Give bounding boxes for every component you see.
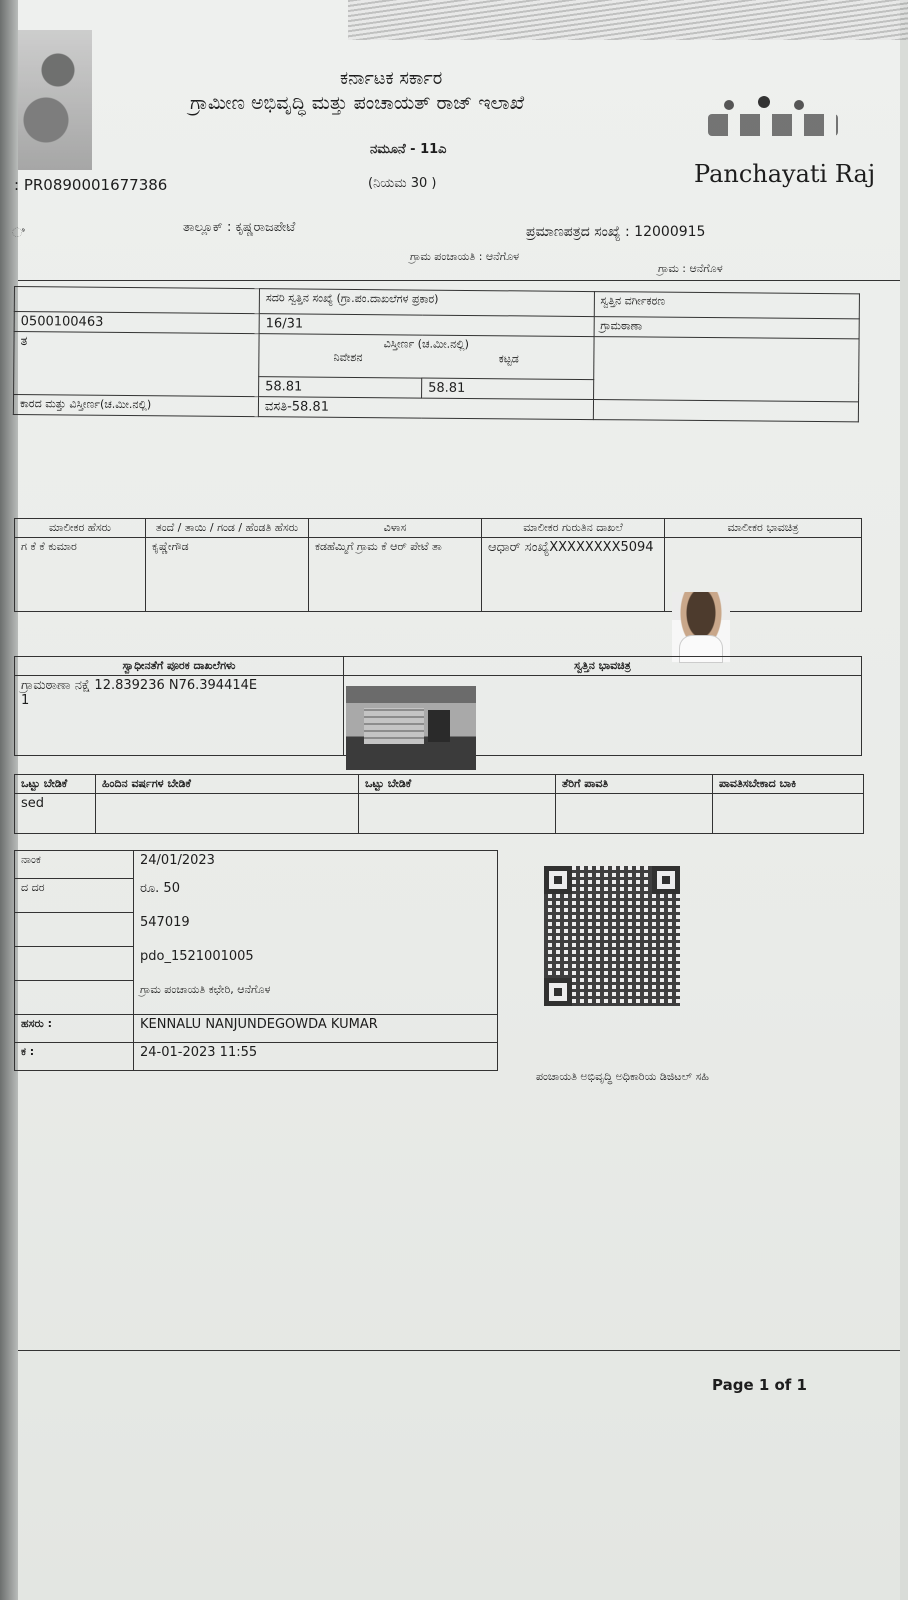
left-marker: ಿ: [12, 226, 25, 241]
prop-no-header: ಸದರಿ ಸ್ವತ್ತಿನ ಸಂಖ್ಯೆ (ಗ್ರಾ.ಪಂ.ದಾಖಲೆಗಳ ಪ್ರಕಾರ): [259, 289, 594, 317]
id-doc-header: ಮಾಲೀಕರ ಗುರುತಿನ ದಾಖಲೆ: [482, 519, 665, 538]
sign-datetime: 24-01-2023 11:55: [134, 1043, 498, 1071]
header-divider: [18, 280, 900, 281]
building-area: 58.81: [422, 378, 594, 399]
possession-docs-header: ಸ್ವಾಧೀನತೆಗೆ ಪೂರಕ ದಾಖಲೆಗಳು: [15, 657, 344, 676]
brand-name: Panchayati Raj: [694, 160, 876, 188]
balance-due-header: ಪಾವತಿಸಬೇಕಾದ ಬಾಕಿ: [713, 775, 864, 794]
gram-panchayat: ಗ್ರಾಮ ಪಂಚಾಯತಿ : ಆನೆಗೊಳ: [410, 250, 520, 263]
left-fragment: ತ: [14, 332, 260, 397]
owner-id-doc: ಆಧಾರ್ ಸಂಖ್ಯೆXXXXXXXX5094: [482, 538, 665, 612]
owner-table: [14, 518, 862, 612]
form-number: ನಮೂನೆ - 11ಎ: [370, 142, 447, 157]
document-page: [12, 0, 900, 1600]
dept-title: ಗ್ರಾಮೀಣ ಅಭಿವೃದ್ಧಿ ಮತ್ತು ಪಂಚಾಯತ್ ರಾಜ್ ಇಲಾಖೆ: [190, 92, 525, 114]
total-label: ಕಾರದ ಮತ್ತು ವಿಸ್ತೀರ್ಣ(ಚ.ಮೀ.ನಲ್ಲಿ): [13, 395, 258, 417]
parent-header: ತಂದೆ / ತಾಯಿ / ಗಂಡ / ಹೆಂಡತಿ ಹೆಸರು: [146, 519, 309, 538]
property-classification: ಗ್ರಾಮಠಾಣಾ: [594, 317, 860, 339]
prior-demand-header: ಹಿಂದಿನ ವರ್ಷಗಳ ಬೇಡಿಕೆ: [96, 775, 359, 794]
rule-number: (ನಿಯಮ 30 ): [368, 176, 437, 191]
possession-docs: [15, 676, 344, 756]
panchayati-raj-logo-icon: [696, 92, 856, 162]
issue-date-label: ನಾಂಕ: [15, 851, 134, 879]
operator-id: pdo_1521001005: [134, 947, 498, 981]
footer-divider: [18, 1350, 900, 1351]
site-label: ನಿವೇಶನ: [333, 350, 363, 365]
address-header: ವಿಳಾಸ: [309, 519, 482, 538]
property-number: 16/31: [259, 314, 594, 337]
receipt-number: 547019: [134, 913, 498, 947]
issue-date: 24/01/2023: [134, 851, 498, 879]
owner-address: ಕಡಹೆಮ್ಮಿಗೆ ಗ್ರಾಮ ಕೆ ಆರ್ ಪೇಟೆ ತಾ: [309, 538, 482, 612]
signer-label: ಹಸರು :: [15, 1015, 134, 1043]
owner-name-header: ಮಾಲೀಕರ ಹೆಸರು: [15, 519, 146, 538]
area-label: ವಿಸ್ತೀರ್ಣ (ಚ.ಮೀ.ನಲ್ಲಿ): [383, 337, 469, 351]
issue-table: [14, 850, 498, 1071]
govt-title: ಕರ್ನಾಟಕ ಸರ್ಕಾರ: [340, 68, 443, 89]
property-photo-header: ಸ್ವತ್ತಿನ ಭಾವಚಿತ್ರ: [344, 657, 862, 676]
building-label: ಕಟ್ಟಡ: [498, 352, 519, 366]
digital-signature-label: ಪಂಚಾಯತಿ ಅಭಿವೃದ್ಧಿ ಅಧಿಕಾರಿಯ ಡಿಜಿಟಲ್ ಸಹಿ: [536, 1070, 709, 1083]
owner-photo-header: ಮಾಲೀಕರ ಭಾವಚಿತ್ರ: [665, 519, 862, 538]
site-area: 58.81: [259, 377, 422, 398]
certificate-number: ಪ್ರಮಾಣಪತ್ರದ ಸಂಖ್ಯೆ : 12000915: [526, 224, 706, 240]
tax-paid-header: ತೆರಿಗೆ ಪಾವತಿ: [556, 775, 713, 794]
issuing-office: ಗ್ರಾಮ ಪಂಚಾಯತಿ ಕಛೇರಿ, ಆನೆಗೊಳ: [134, 981, 498, 1015]
classification-header: ಸ್ವತ್ತಿನ ವರ್ಗೀಕರಣ: [594, 292, 860, 319]
owner-photo: [672, 592, 730, 662]
total-demand-header-1: ಒಟ್ಟು ಬೇಡಿಕೆ: [15, 775, 96, 794]
pr-id: : PR0890001677386: [14, 176, 168, 194]
datetime-label: ಕ :: [15, 1043, 134, 1071]
total-demand-header-2: ಒಟ್ಟು ಬೇಡಿಕೆ: [359, 775, 556, 794]
tax-table: [14, 774, 864, 834]
property-photo: [346, 686, 476, 770]
page-number: Page 1 of 1: [712, 1376, 807, 1394]
owner-name: ಗ ಕೆ ಕೆ ಕುಮಾರ: [15, 538, 146, 612]
fee-value: ರೂ. 50: [134, 879, 498, 913]
property-id: 0500100463: [14, 312, 259, 334]
taluk: ತಾಲ್ಲೂಕ್ : ಕೃಷ್ಣರಾಜಪೇಟೆ: [183, 220, 296, 235]
tax-status: sed: [15, 794, 96, 834]
village: ಗ್ರಾಮ : ಆನೆಗೊಳ: [658, 262, 723, 275]
property-table: [13, 286, 860, 422]
parent-name: ಕೃಷ್ಣೇಗೌಡ: [146, 538, 309, 612]
area-header: [259, 334, 594, 380]
possession-doc-line: ಗ್ರಾಮಠಾಣಾ ನಕ್ಷೆ 12.839236 N76.394414E: [21, 678, 258, 693]
fee-label: ದ ದರ: [15, 879, 134, 913]
scan-band: [348, 0, 908, 40]
karnataka-emblem-icon: [18, 30, 92, 170]
signer-name: KENNALU NANJUNDEGOWDA KUMAR: [134, 1015, 498, 1043]
total-value: ವಸತಿ-58.81: [258, 397, 593, 420]
possession-doc-line2: 1: [21, 693, 30, 708]
qr-code-icon: [544, 866, 680, 1006]
